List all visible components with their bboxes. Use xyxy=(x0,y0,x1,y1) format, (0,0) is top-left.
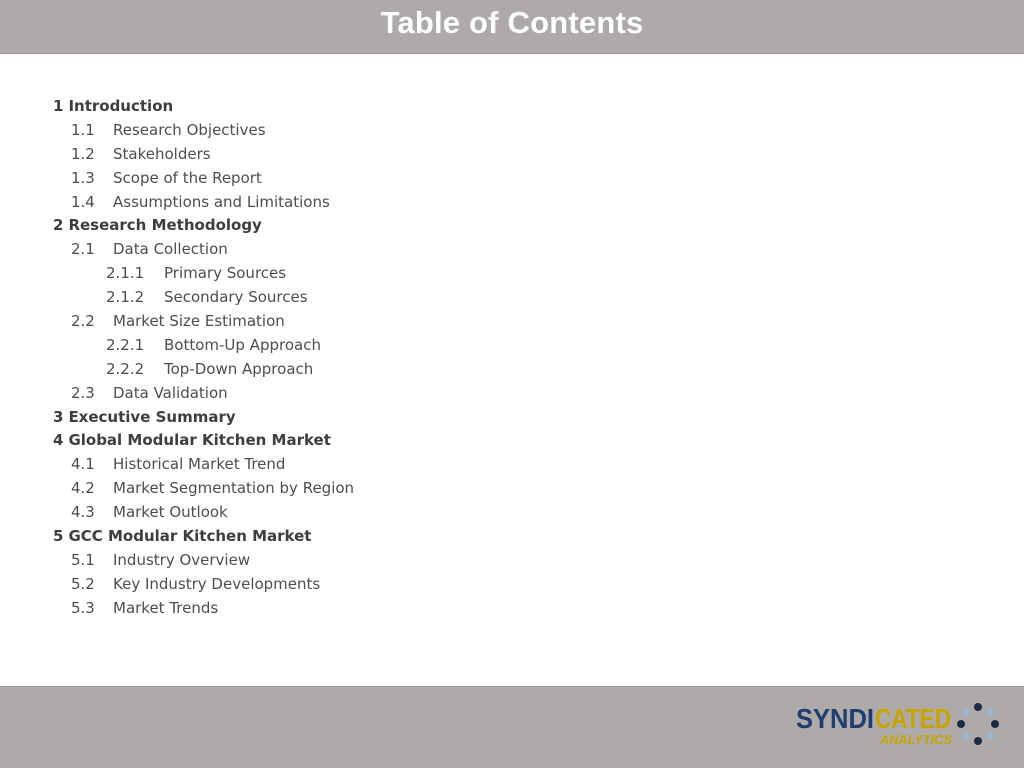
table-of-contents xyxy=(53,95,354,621)
toc-label: Secondary Sources xyxy=(164,288,308,307)
toc-subsection[interactable] xyxy=(53,477,354,501)
toc-label: Introduction xyxy=(68,97,174,115)
toc-number: 2.2 xyxy=(71,312,95,331)
toc-subsubsection[interactable] xyxy=(53,286,354,310)
toc-subsection[interactable] xyxy=(53,167,354,191)
toc-subsection[interactable] xyxy=(53,310,354,334)
toc-number: 2 xyxy=(53,216,64,235)
toc-number: 5.3 xyxy=(71,598,95,617)
toc-label: Industry Overview xyxy=(113,550,251,569)
logo-word-analytics: ANALYTICS xyxy=(879,732,953,747)
toc-number: 2.2.1 xyxy=(106,335,145,354)
page-title: Table of Contents xyxy=(380,5,644,40)
toc-number: 1.2 xyxy=(71,144,95,163)
toc-label: Global Modular Kitchen Market xyxy=(68,431,331,450)
toc-subsection[interactable] xyxy=(53,549,354,573)
logo-word-cated: CATED xyxy=(875,703,951,734)
toc-subsection[interactable] xyxy=(53,191,354,215)
toc-number: 2.3 xyxy=(71,383,95,402)
toc-number: 5.1 xyxy=(71,550,95,569)
toc-subsection[interactable] xyxy=(53,597,354,621)
toc-label: Primary Sources xyxy=(164,264,287,283)
toc-subsection[interactable] xyxy=(53,453,354,477)
toc-subsection[interactable] xyxy=(53,573,354,597)
toc-section[interactable] xyxy=(53,406,354,430)
toc-subsection[interactable] xyxy=(53,501,354,525)
toc-number: 4 xyxy=(53,431,64,450)
toc-subsubsection[interactable] xyxy=(53,262,354,286)
toc-subsubsection[interactable] xyxy=(53,358,354,382)
toc-number: 2.1.1 xyxy=(106,264,145,283)
toc-number: 1.1 xyxy=(71,120,95,139)
toc-label: Stakeholders xyxy=(113,144,211,163)
toc-label: GCC Modular Kitchen Market xyxy=(68,527,312,546)
toc-section[interactable] xyxy=(53,95,354,119)
toc-number: 5.2 xyxy=(71,574,95,593)
toc-number: 1.4 xyxy=(71,192,95,211)
toc-label: Executive Summary xyxy=(68,407,236,426)
toc-subsection[interactable] xyxy=(53,119,354,143)
toc-label: Market Outlook xyxy=(113,503,228,522)
toc-section[interactable] xyxy=(53,525,354,549)
toc-label: Data Collection xyxy=(113,240,228,259)
toc-label: Market Trends xyxy=(113,598,219,617)
toc-number: 4.2 xyxy=(71,479,95,498)
toc-subsection[interactable] xyxy=(53,382,354,406)
toc-subsection[interactable] xyxy=(53,143,354,167)
toc-label: Key Industry Developments xyxy=(113,574,321,593)
toc-label: Research Objectives xyxy=(113,120,266,139)
toc-number: 1 xyxy=(53,97,64,115)
toc-number: 1.3 xyxy=(71,168,95,187)
toc-section[interactable] xyxy=(53,214,354,238)
toc-label: Research Methodology xyxy=(68,216,262,235)
toc-section[interactable] xyxy=(53,429,354,453)
toc-label: Market Size Estimation xyxy=(113,312,285,331)
toc-label: Historical Market Trend xyxy=(113,455,286,474)
toc-label: Bottom-Up Approach xyxy=(164,335,321,354)
toc-label: Top-Down Approach xyxy=(164,359,314,378)
dotted-ring-icon xyxy=(957,703,999,745)
toc-subsubsection[interactable] xyxy=(53,334,354,358)
syndicated-analytics-logo xyxy=(796,702,1004,748)
toc-label: Data Validation xyxy=(113,383,228,402)
toc-number: 4.1 xyxy=(71,455,95,474)
toc-subsection[interactable] xyxy=(53,238,354,262)
toc-label: Market Segmentation by Region xyxy=(113,479,355,498)
toc-number: 2.1 xyxy=(71,240,95,259)
toc-label: Scope of the Report xyxy=(113,168,262,187)
toc-number: 5 xyxy=(53,527,64,546)
toc-number: 2.1.2 xyxy=(106,288,145,307)
toc-number: 4.3 xyxy=(71,503,95,522)
toc-number: 2.2.2 xyxy=(106,359,145,378)
toc-number: 3 xyxy=(53,407,64,426)
logo-word-syndi: SYNDI xyxy=(796,703,874,734)
toc-label: Assumptions and Limitations xyxy=(113,192,330,211)
